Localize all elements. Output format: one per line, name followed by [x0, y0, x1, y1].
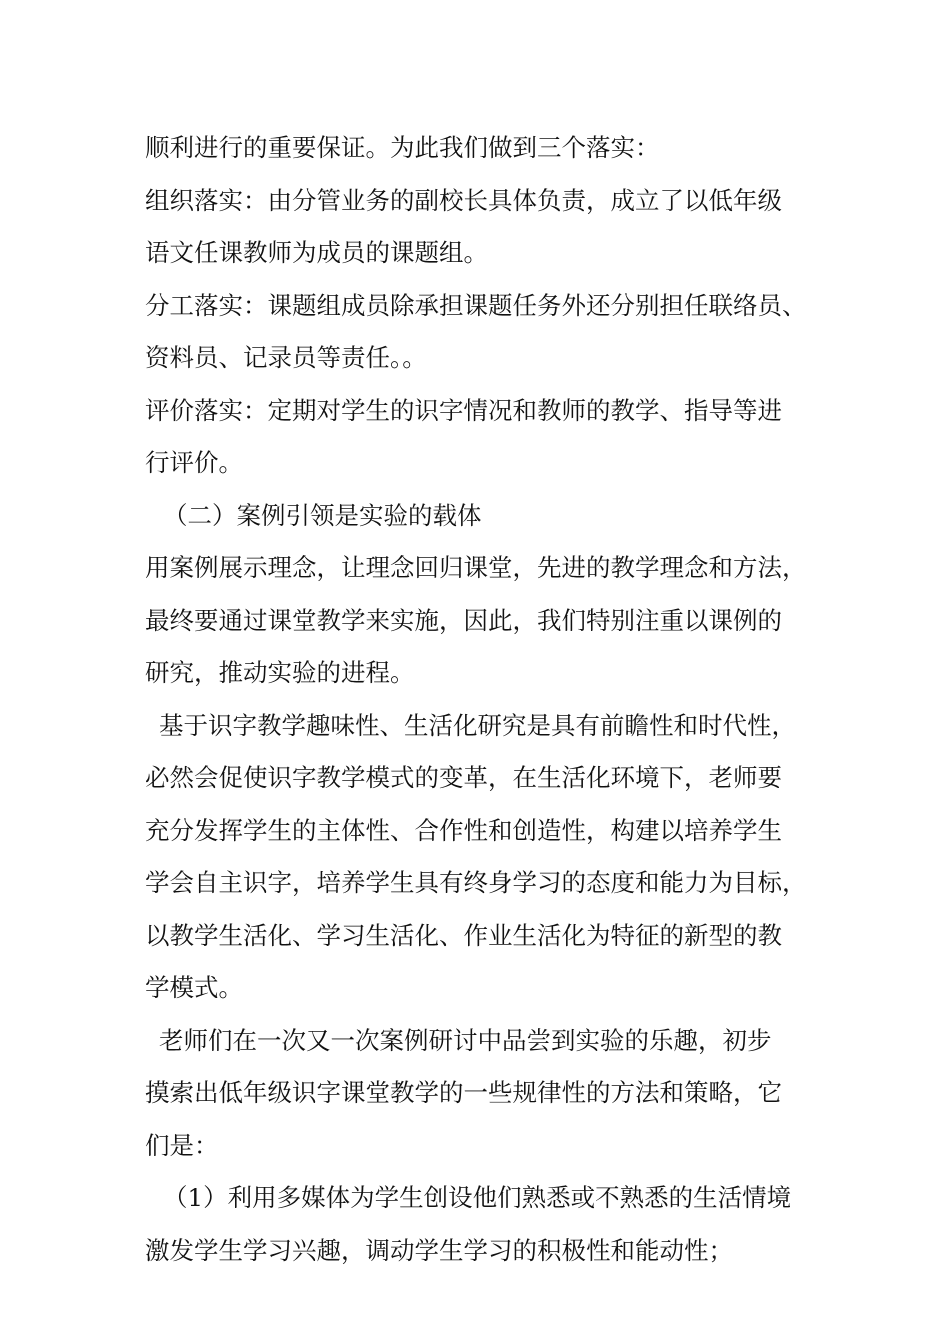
document-body [145, 122, 835, 1277]
paragraph-line: 必然会促使识字教学模式的变革，在生活化环境下，老师要 [145, 763, 782, 792]
paragraph-line: 研究，推动实验的进程。 [145, 658, 415, 687]
paragraph-line: 最终要通过课堂教学来实施，因此，我们特别注重以课例的 [145, 605, 782, 635]
paragraph-line: 用案例展示理念，让理念回归课堂，先进的教学理念和方法， [145, 553, 807, 582]
paragraph-line: 学模式。 [145, 973, 243, 1002]
paragraph-line: 资料员、记录员等责任。。 [145, 343, 427, 372]
section-heading: （二）案例引领是实验的载体 [163, 500, 482, 530]
paragraph-line: 评价落实：定期对学生的识字情况和教师的教学、指导等进 [145, 395, 782, 425]
list-item-line: 激发学生学习兴趣，调动学生学习的积极性和能动性； [145, 1235, 733, 1265]
paragraph-line: 老师们在一次又一次案例研讨中品尝到实验的乐趣，初步 [159, 1025, 772, 1055]
paragraph-line: 学会自主识字，培养学生具有终身学习的态度和能力为目标， [145, 868, 807, 897]
paragraph-line: 顺利进行的重要保证。为此我们做到三个落实： [145, 133, 660, 162]
paragraph-line: 充分发挥学生的主体性、合作性和创造性，构建以培养学生 [145, 815, 782, 845]
paragraph-line: 基于识字教学趣味性、生活化研究是具有前瞻性和时代性， [159, 710, 796, 740]
paragraph-line: 摸索出低年级识字课堂教学的一些规律性的方法和策略，它 [145, 1078, 782, 1107]
paragraph-line: 分工落实：课题组成员除承担课题任务外还分别担任联络员、 [145, 290, 807, 320]
paragraph-line: 们是： [145, 1130, 219, 1160]
paragraph-line: 语文任课教师为成员的课题组。 [145, 238, 488, 267]
paragraph-line: 行评价。 [145, 448, 243, 477]
paragraph-line: 组织落实：由分管业务的副校长具体负责，成立了以低年级 [145, 185, 782, 215]
paragraph-line: 以教学生活化、学习生活化、作业生活化为特征的新型的教 [145, 920, 782, 950]
list-item-line: （1）利用多媒体为学生创设他们熟悉或不熟悉的生活情境 [163, 1183, 792, 1212]
